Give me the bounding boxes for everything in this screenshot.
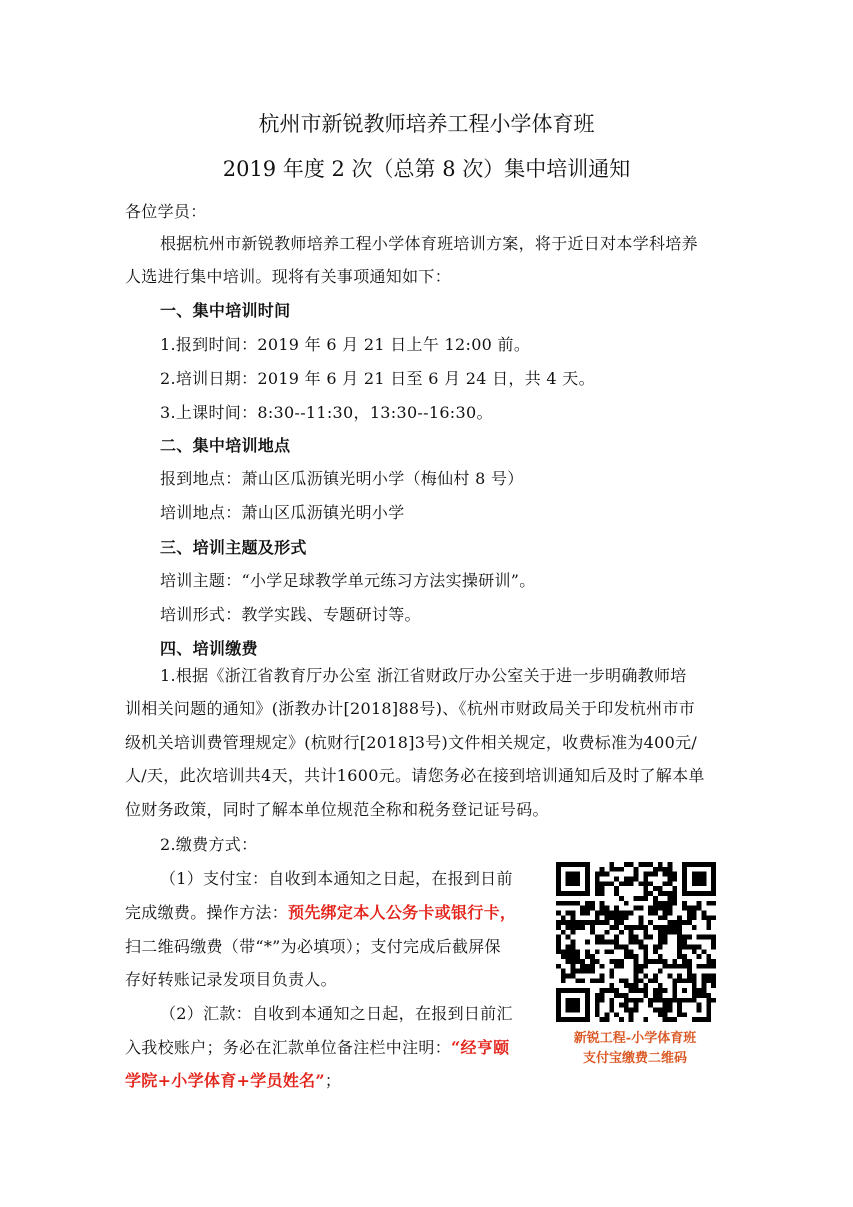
qr-caption-line-2: 支付宝缴费二维码 bbox=[582, 1051, 687, 1066]
training-topic: 培训主题：“小学足球教学单元练习方法实操研训”。 bbox=[160, 571, 536, 590]
remit-line-1: （2）汇款：自收到本通知之日起，在报到日前汇 bbox=[160, 1004, 513, 1023]
section-heading-fees: 四、培训缴费 bbox=[160, 639, 258, 658]
alipay-line-4: 存好转账记录发项目负责人。 bbox=[125, 970, 337, 989]
training-location: 培训地点：萧山区瓜沥镇光明小学 bbox=[160, 503, 405, 522]
document-title: 杭州市新锐教师培养工程小学体育班 bbox=[258, 112, 595, 136]
remit-line-3-suffix: ； bbox=[324, 1071, 342, 1090]
checkin-location: 报到地点：萧山区瓜沥镇光明小学（梅仙村 8 号） bbox=[160, 469, 524, 488]
class-time: 3.上课时间：8:30--11:30，13:30--16:30。 bbox=[160, 403, 493, 422]
alipay-line-2-text: 完成缴费。操作方法： bbox=[125, 903, 289, 922]
section-heading-topic: 三、培训主题及形式 bbox=[160, 538, 307, 557]
checkin-time: 1.报到时间：2019 年 6 月 21 日上午 12:00 前。 bbox=[160, 335, 531, 354]
fee-para-line-5: 位财务政策，同时了解本单位规范全称和税务登记证号码。 bbox=[125, 800, 549, 819]
alipay-bind-card-highlight: 预先绑定本人公务卡或银行卡， bbox=[288, 903, 517, 922]
alipay-line-2 bbox=[125, 900, 516, 923]
fee-para-line-1: 1.根据《浙江省教育厅办公室 浙江省财政厅办公室关于进一步明确教师培 bbox=[160, 666, 687, 685]
remit-note-highlight-end: 学院+小学体育+学员姓名” bbox=[125, 1071, 325, 1090]
fee-para-line-3: 级机关培训费管理规定》(杭财行[2018]3号)文件相关规定，收费标准为400元/ bbox=[125, 733, 698, 752]
training-format: 培训形式：教学实践、专题研讨等。 bbox=[160, 605, 421, 624]
remit-line-2-text: 入我校账户；务必在汇款单位备注栏中注明： bbox=[125, 1038, 452, 1057]
remit-line-2 bbox=[125, 1035, 509, 1058]
section-heading-time: 一、集中培训时间 bbox=[160, 301, 291, 320]
salutation: 各位学员： bbox=[125, 202, 207, 221]
intro-line-2: 人选进行集中培训。现将有关事项通知如下： bbox=[125, 267, 452, 286]
payment-methods-label: 2.缴费方式： bbox=[160, 835, 258, 854]
fee-para-line-4: 人/天，此次培训共4天，共计1600元。请您务必在接到培训通知后及时了解本单 bbox=[125, 766, 705, 785]
training-dates: 2.培训日期：2019 年 6 月 21 日至 6 月 24 日，共 4 天。 bbox=[160, 369, 595, 388]
qr-caption-line-1: 新锐工程-小学体育班 bbox=[573, 1031, 697, 1046]
remit-note-highlight-start: “经亨颐 bbox=[451, 1038, 510, 1057]
remit-line-3 bbox=[125, 1068, 341, 1091]
document-subtitle: 2019 年度 2 次（总第 8 次）集中培训通知 bbox=[222, 157, 631, 181]
intro-line-1: 根据杭州市新锐教师培养工程小学体育班培训方案，将于近日对本学科培养 bbox=[160, 234, 698, 253]
alipay-line-1: （1）支付宝：自收到本通知之日起，在报到日前 bbox=[160, 869, 513, 888]
alipay-qr-code bbox=[556, 862, 716, 1022]
section-heading-location: 二、集中培训地点 bbox=[160, 436, 291, 455]
fee-para-line-2: 训相关问题的通知》(浙教办计[2018]88号)、《杭州市财政局关于印发杭州市市 bbox=[125, 699, 696, 718]
alipay-line-3: 扫二维码缴费（带“*”为必填项）；支付完成后截屏保 bbox=[125, 937, 501, 956]
qr-code-image bbox=[556, 862, 716, 1022]
